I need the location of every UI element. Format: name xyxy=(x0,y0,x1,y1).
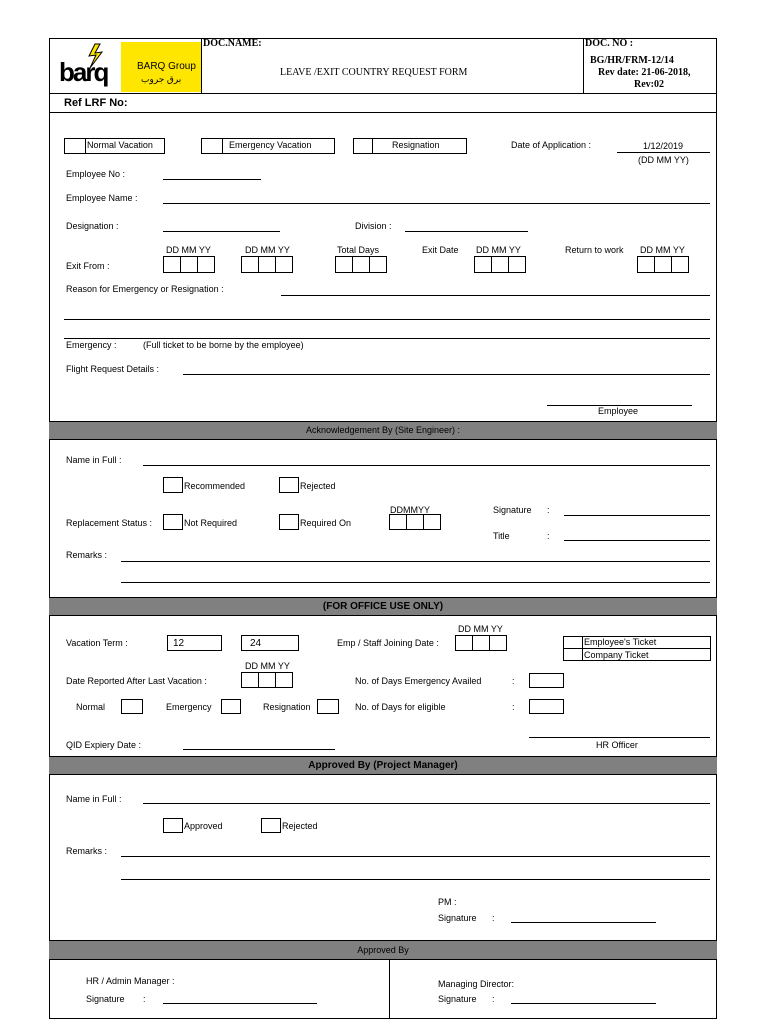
ack-name-field[interactable] xyxy=(143,465,710,466)
joining-date-cells[interactable] xyxy=(455,635,507,651)
reason-field-1[interactable] xyxy=(281,295,710,296)
flight-request-label: Flight Request Details : xyxy=(66,364,160,374)
emergency-note: (Full ticket to be borne by the employee) xyxy=(143,340,304,350)
md-signature-colon: : xyxy=(492,994,495,1004)
vacation-term-label: Vacation Term : xyxy=(66,638,128,648)
flight-request-field[interactable] xyxy=(183,374,710,375)
resignation-label: Resignation xyxy=(392,140,440,150)
pm-approval-title: Approved By (Project Manager) xyxy=(308,760,458,771)
ack-remarks-field-2[interactable] xyxy=(121,582,710,583)
reason-field-2[interactable] xyxy=(64,319,710,320)
recommended-checkbox[interactable] xyxy=(163,477,183,493)
employee-name-label: Employee Name : xyxy=(66,193,138,203)
final-approval-divider xyxy=(389,960,390,1019)
days-eligible-label: No. of Days for eligible xyxy=(355,702,446,712)
rejected-checkbox[interactable] xyxy=(279,477,299,493)
replacement-status-label: Replacement Status : xyxy=(66,518,153,528)
logo-brand-text: barq xyxy=(59,57,108,87)
vacation-term-value-1: 12 xyxy=(173,638,185,649)
recommended-label: Recommended xyxy=(184,481,246,491)
doc-name-label: DOC.NAME: xyxy=(203,38,262,49)
company-logo xyxy=(55,41,201,92)
required-on-date-cells[interactable] xyxy=(389,514,441,530)
return-date-format: DD MM YY xyxy=(640,245,685,255)
pm-signature-field[interactable] xyxy=(511,922,656,923)
pm-remarks-label: Remarks : xyxy=(66,846,108,856)
exit-date-cells[interactable] xyxy=(474,256,526,273)
approved-checkbox[interactable] xyxy=(163,818,183,833)
emergency-label: Emergency : xyxy=(66,340,117,350)
reported-date-format: DD MM YY xyxy=(245,661,290,671)
office-resignation-label: Resignation xyxy=(263,702,311,712)
form-frame xyxy=(49,38,717,1019)
md-signature-label: Signature xyxy=(438,994,477,1004)
date-format-hint: (DD MM YY) xyxy=(638,155,689,165)
exit-to-date-cells[interactable] xyxy=(241,256,293,273)
days-eligible-colon: : xyxy=(512,702,515,712)
office-resignation-checkbox[interactable] xyxy=(317,699,339,714)
hr-signature-label: Signature xyxy=(86,994,125,1004)
exit-from-date-cells[interactable] xyxy=(163,256,215,273)
qid-expiry-field[interactable] xyxy=(183,749,335,750)
designation-label: Designation : xyxy=(66,221,119,231)
ack-remarks-label: Remarks : xyxy=(66,550,108,560)
ack-title-field[interactable] xyxy=(564,540,710,541)
ack-title-label: Title xyxy=(493,531,510,541)
exit-to-format: DD MM YY xyxy=(245,245,290,255)
date-of-application-label: Date of Application : xyxy=(511,140,592,150)
ref-lrf-label: Ref LRF No: xyxy=(64,97,128,109)
md-label: Managing Director: xyxy=(438,979,515,989)
ack-signature-field[interactable] xyxy=(564,515,710,516)
pm-signature-label: Signature xyxy=(438,913,477,923)
normal-vacation-checkbox[interactable] xyxy=(64,138,86,154)
date-of-application-value[interactable]: 1/12/2019 xyxy=(643,141,684,151)
date-of-application-line xyxy=(617,152,710,153)
rejected-label: Rejected xyxy=(300,481,336,491)
doc-no-label: DOC. NO : xyxy=(585,38,634,49)
hr-officer-label: HR Officer xyxy=(596,740,638,750)
not-required-checkbox[interactable] xyxy=(163,514,183,530)
exit-from-format: DD MM YY xyxy=(166,245,211,255)
ack-signature-label: Signature xyxy=(493,505,532,515)
acknowledgement-band xyxy=(49,421,717,440)
days-eligible-field[interactable] xyxy=(529,699,564,714)
required-on-checkbox[interactable] xyxy=(279,514,299,530)
emergency-vacation-checkbox[interactable] xyxy=(201,138,223,154)
rev-date: Rev date: 21-06-2018, xyxy=(598,67,691,78)
pm-rejected-label: Rejected xyxy=(282,821,318,831)
return-date-cells[interactable] xyxy=(637,256,689,273)
acknowledgement-title: Acknowledgement By (Site Engineer) : xyxy=(305,425,461,435)
company-ticket-checkbox[interactable] xyxy=(563,648,583,661)
pm-remarks-field-2[interactable] xyxy=(121,879,710,880)
pm-remarks-field-1[interactable] xyxy=(121,856,710,857)
total-days-cells[interactable] xyxy=(335,256,387,273)
division-field[interactable] xyxy=(405,231,528,232)
qid-expiry-label: QID Expiery Date : xyxy=(66,740,142,750)
resignation-checkbox[interactable] xyxy=(353,138,373,154)
joining-date-format: DD MM YY xyxy=(458,624,503,634)
vacation-term-value-2: 24 xyxy=(250,638,262,649)
final-approval-title: Approved By xyxy=(357,945,409,955)
exit-from-label: Exit From : xyxy=(66,261,110,271)
approved-label: Approved xyxy=(184,821,223,831)
ack-signature-colon: : xyxy=(547,505,550,515)
final-approval-band xyxy=(49,940,717,960)
normal-vacation-label: Normal Vacation xyxy=(87,140,153,150)
logo-arabic-text: برق جروب xyxy=(141,74,182,84)
joining-date-label: Emp / Staff Joining Date : xyxy=(337,638,439,648)
logo-company-text: BARQ Group xyxy=(137,61,196,72)
pm-signature-colon: : xyxy=(492,913,495,923)
hr-signature-field[interactable] xyxy=(163,1003,317,1004)
rev-no: Rev:02 xyxy=(634,79,664,90)
office-normal-label: Normal xyxy=(76,702,106,712)
office-use-band xyxy=(49,597,717,616)
days-emergency-field[interactable] xyxy=(529,673,564,688)
ack-remarks-field-1[interactable] xyxy=(121,561,710,562)
employee-no-field[interactable] xyxy=(163,179,261,180)
reported-date-cells[interactable] xyxy=(241,672,293,688)
hr-signature-colon: : xyxy=(143,994,146,1004)
pm-label: PM : xyxy=(438,897,457,907)
reason-field-3[interactable] xyxy=(64,338,710,339)
not-required-label: Not Required xyxy=(184,518,238,528)
exit-date-format: DD MM YY xyxy=(476,245,521,255)
emergency-vacation-label: Emergency Vacation xyxy=(229,140,312,150)
ack-title-colon: : xyxy=(547,531,550,541)
employee-signature-label: Employee xyxy=(598,406,639,416)
pm-name-label: Name in Full : xyxy=(66,794,122,804)
office-emergency-label: Emergency xyxy=(166,702,212,712)
employee-ticket-label: Employee's Ticket xyxy=(584,637,657,647)
office-normal-checkbox[interactable] xyxy=(121,699,143,714)
header-divider-left xyxy=(201,38,202,93)
header-divider xyxy=(49,93,717,94)
md-signature-field[interactable] xyxy=(511,1003,656,1004)
division-label: Division : xyxy=(355,221,392,231)
required-on-format: DDMMYY xyxy=(390,505,430,515)
designation-field[interactable] xyxy=(163,231,280,232)
exit-date-label: Exit Date xyxy=(422,245,459,255)
ref-divider xyxy=(49,112,717,113)
ack-name-label: Name in Full : xyxy=(66,455,122,465)
pm-name-field[interactable] xyxy=(143,803,710,804)
form-title: LEAVE /EXIT COUNTRY REQUEST FORM xyxy=(280,67,468,78)
days-emergency-label: No. of Days Emergency Availed xyxy=(355,676,482,686)
doc-code: BG/HR/FRM-12/14 xyxy=(590,55,674,66)
return-to-work-label: Return to work xyxy=(565,245,624,255)
hr-officer-signature-line[interactable] xyxy=(529,737,710,738)
total-days-label: Total Days xyxy=(337,245,380,255)
hr-manager-label: HR / Admin Manager : xyxy=(86,976,175,986)
employee-no-label: Employee No : xyxy=(66,169,126,179)
reason-label: Reason for Emergency or Resignation : xyxy=(66,284,224,294)
days-emergency-colon: : xyxy=(512,676,515,686)
office-emergency-checkbox[interactable] xyxy=(221,699,241,714)
header-divider-right xyxy=(583,38,584,93)
pm-rejected-checkbox[interactable] xyxy=(261,818,281,833)
employee-name-field[interactable] xyxy=(163,203,710,204)
pm-approval-band xyxy=(49,756,717,775)
office-use-title: (FOR OFFICE USE ONLY) xyxy=(322,601,444,612)
company-ticket-label: Company Ticket xyxy=(584,650,649,660)
required-on-label: Required On xyxy=(300,518,352,528)
reported-date-label: Date Reported After Last Vacation : xyxy=(66,676,207,686)
